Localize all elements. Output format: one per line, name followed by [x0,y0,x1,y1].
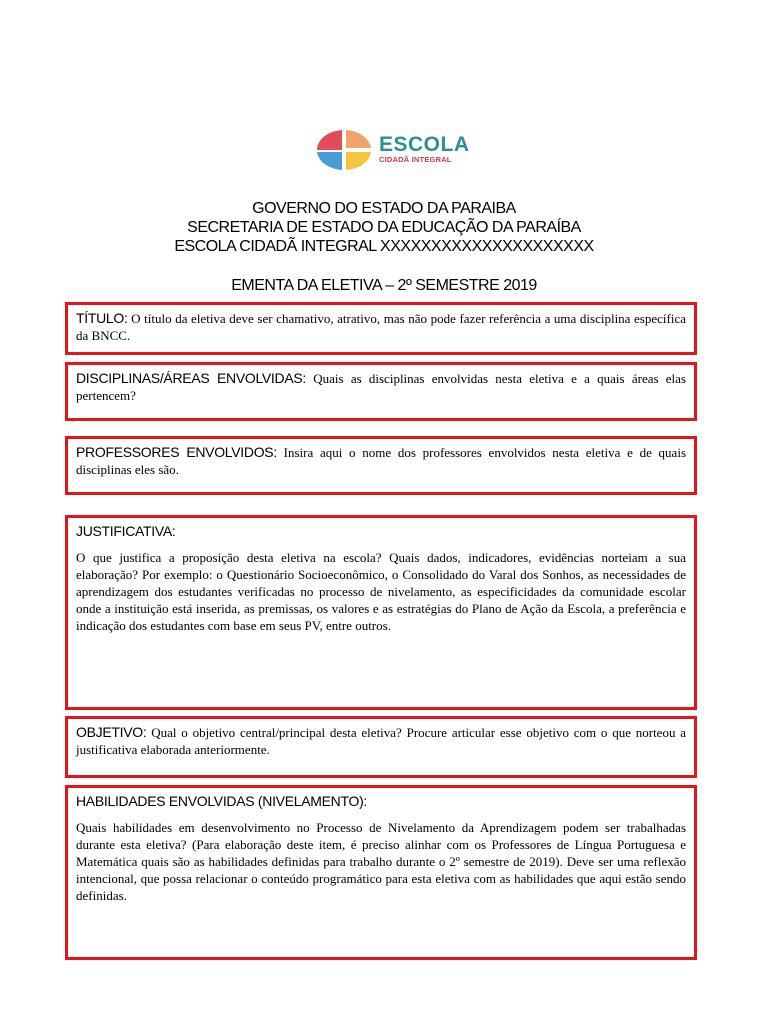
section-disciplinas [65,362,697,421]
header-government: GOVERNO DO ESTADO DA PARAIBA [252,200,516,217]
professores-text: Insira aqui o nome dos professores envolvidos nesta eletiva e de quais disciplinas eles são. [76,445,686,477]
section-habilidades [65,785,697,960]
titulo-label: TÍTULO: [76,310,128,326]
objetivo-label: OBJETIVO: [76,724,147,740]
habilidades-text: Quais habilidades em desenvolvimento no Processo de Nivelamento da Aprendizagem podem ser trabalhadas durante esta eletiva? (Para elaboração deste item, é preciso alinhar com os Professores de Língua Portuguesa e Matemática quais são as habilidades definidas para trabalho durante o 2º semestre de 2019). Deve ser uma reflexão intencional, que possa relacionar o conteúdo programático para esta eletiva com as habilidades que aqui estão sendo definidas. [76,820,686,903]
header-secretary: SECRETARIA DE ESTADO DA EDUCAÇÃO DA PARAÍBA [187,219,581,236]
logo-subtitle: CIDADÃ INTEGRAL [379,155,452,164]
logo-emblem-icon [316,129,372,171]
section-objetivo [65,716,697,778]
section-justificativa [65,515,697,710]
disciplinas-label: DISCIPLINAS/ÁREAS ENVOLVIDAS: [76,370,306,386]
justificativa-label: JUSTIFICATIVA: [76,523,176,539]
document-title: EMENTA DA ELETIVA – 2º SEMESTRE 2019 [231,277,537,294]
document-header [0,199,768,256]
header-school: ESCOLA CIDADÃ INTEGRAL XXXXXXXXXXXXXXXXXXXXX [174,238,594,255]
titulo-text: O título da eletiva deve ser chamativo, atrativo, mas não pode fazer referência a uma disciplina específica da BNCC. [76,311,687,343]
professores-label: PROFESSORES ENVOLVIDOS: [76,444,277,460]
habilidades-label: HABILIDADES ENVOLVIDAS (NIVELAMENTO): [76,793,368,809]
section-titulo [65,302,697,355]
objetivo-text: Qual o objetivo central/principal desta eletiva? Procure articular esse objetivo com o que norteou a justificativa elaborada anteriormente. [76,725,687,757]
disciplinas-text: Quais as disciplinas envolvidas nesta eletiva e a quais áreas elas pertencem? [76,371,686,403]
school-logo [316,129,470,171]
section-professores [65,436,697,495]
logo-word: ESCOLA [379,133,470,156]
justificativa-text: O que justifica a proposição desta eletiva na escola? Quais dados, indicadores, evidências norteiam a sua elaboração? Por exemplo: o Questionário Socioeconômico, o Consolidado do Varal dos Sonhos, as necessidades de aprendizagem dos estudantes verificadas no processo de nivelamento, as especificidades da comunidade escolar onde a instituição está inserida, as premissas, os valores e as estratégias do Plano de Ação da Escola, a preferência e indicação dos estudantes com base em seus PV, entre outros. [76,550,686,633]
